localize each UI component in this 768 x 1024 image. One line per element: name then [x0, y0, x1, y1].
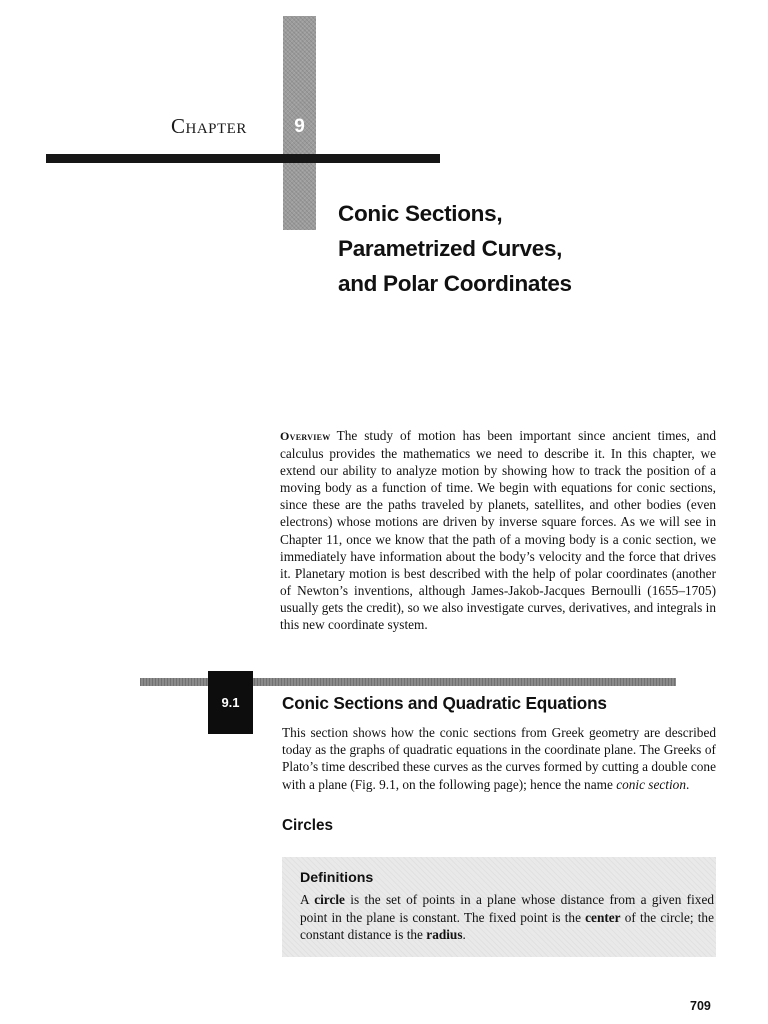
section-intro-emphasis: conic section	[616, 776, 686, 792]
overview-lead: Overview	[280, 429, 331, 443]
overview-paragraph	[280, 427, 716, 633]
section-intro-text: This section shows how the conic sections from Greek geometry are described today as the graphs of quadratic equations in the coordinate plane. The Greeks of Plato’s time described these curves as the curves formed by cutting a double cone with a plane (Fig. 9.1, on the following page); hence the name	[282, 725, 716, 792]
chapter-title-line: Conic Sections,	[338, 201, 503, 226]
definition-text-part: is the set of points in a plane whose distance from a given fixed point in the plane is constant. The fixed point is the	[300, 892, 714, 925]
definition-text	[300, 891, 714, 944]
chapter-label: Chapter	[171, 114, 247, 138]
definition-text-part: .	[462, 927, 466, 943]
definition-term-center: center	[585, 909, 621, 925]
subsection-title: Circles	[282, 817, 334, 834]
section-number: 9.1	[221, 695, 240, 710]
chapter-title	[338, 196, 738, 301]
chapter-title-line: and Polar Coordinates	[338, 271, 572, 296]
overview-text: The study of motion has been important since ancient times, and calculus provides the mathematics we need to describe it. In this chapter, we extend our ability to analyze motion by showing how to track the position of a moving body as a function of time. We begin with equations for conic sections, since these are the paths traveled by planets, satellites, and other bodies (even electrons) whose motions are driven by inverse square forces. As we will see in Chapter 11, once we know that the path of a moving body is a conic section, we immediately have information about the body’s velocity and the force that drives it. Planetary motion is best described with the help of polar coordinates (another of Newton’s inventions, although James-Jakob-Jacques Bernoulli (1655–1705) usually gets the credit), so we also investigate curves, derivatives, and integrals in this new coordinate system.	[280, 428, 716, 633]
definition-term-circle: circle	[314, 892, 345, 907]
definition-heading: Definitions	[300, 870, 374, 886]
definition-term-radius: radius	[426, 927, 463, 943]
section-intro-end: .	[685, 776, 690, 792]
page-number: 709	[690, 999, 711, 1013]
chapter-rule	[46, 154, 440, 163]
section-intro-paragraph	[282, 724, 716, 793]
section-title: Conic Sections and Quadratic Equations	[282, 693, 607, 713]
chapter-title-line: Parametrized Curves,	[338, 236, 563, 261]
chapter-number: 9	[294, 116, 305, 137]
definition-text-part: of the circle; the constant distance is the	[300, 909, 714, 943]
definition-text-part: A	[300, 892, 315, 907]
